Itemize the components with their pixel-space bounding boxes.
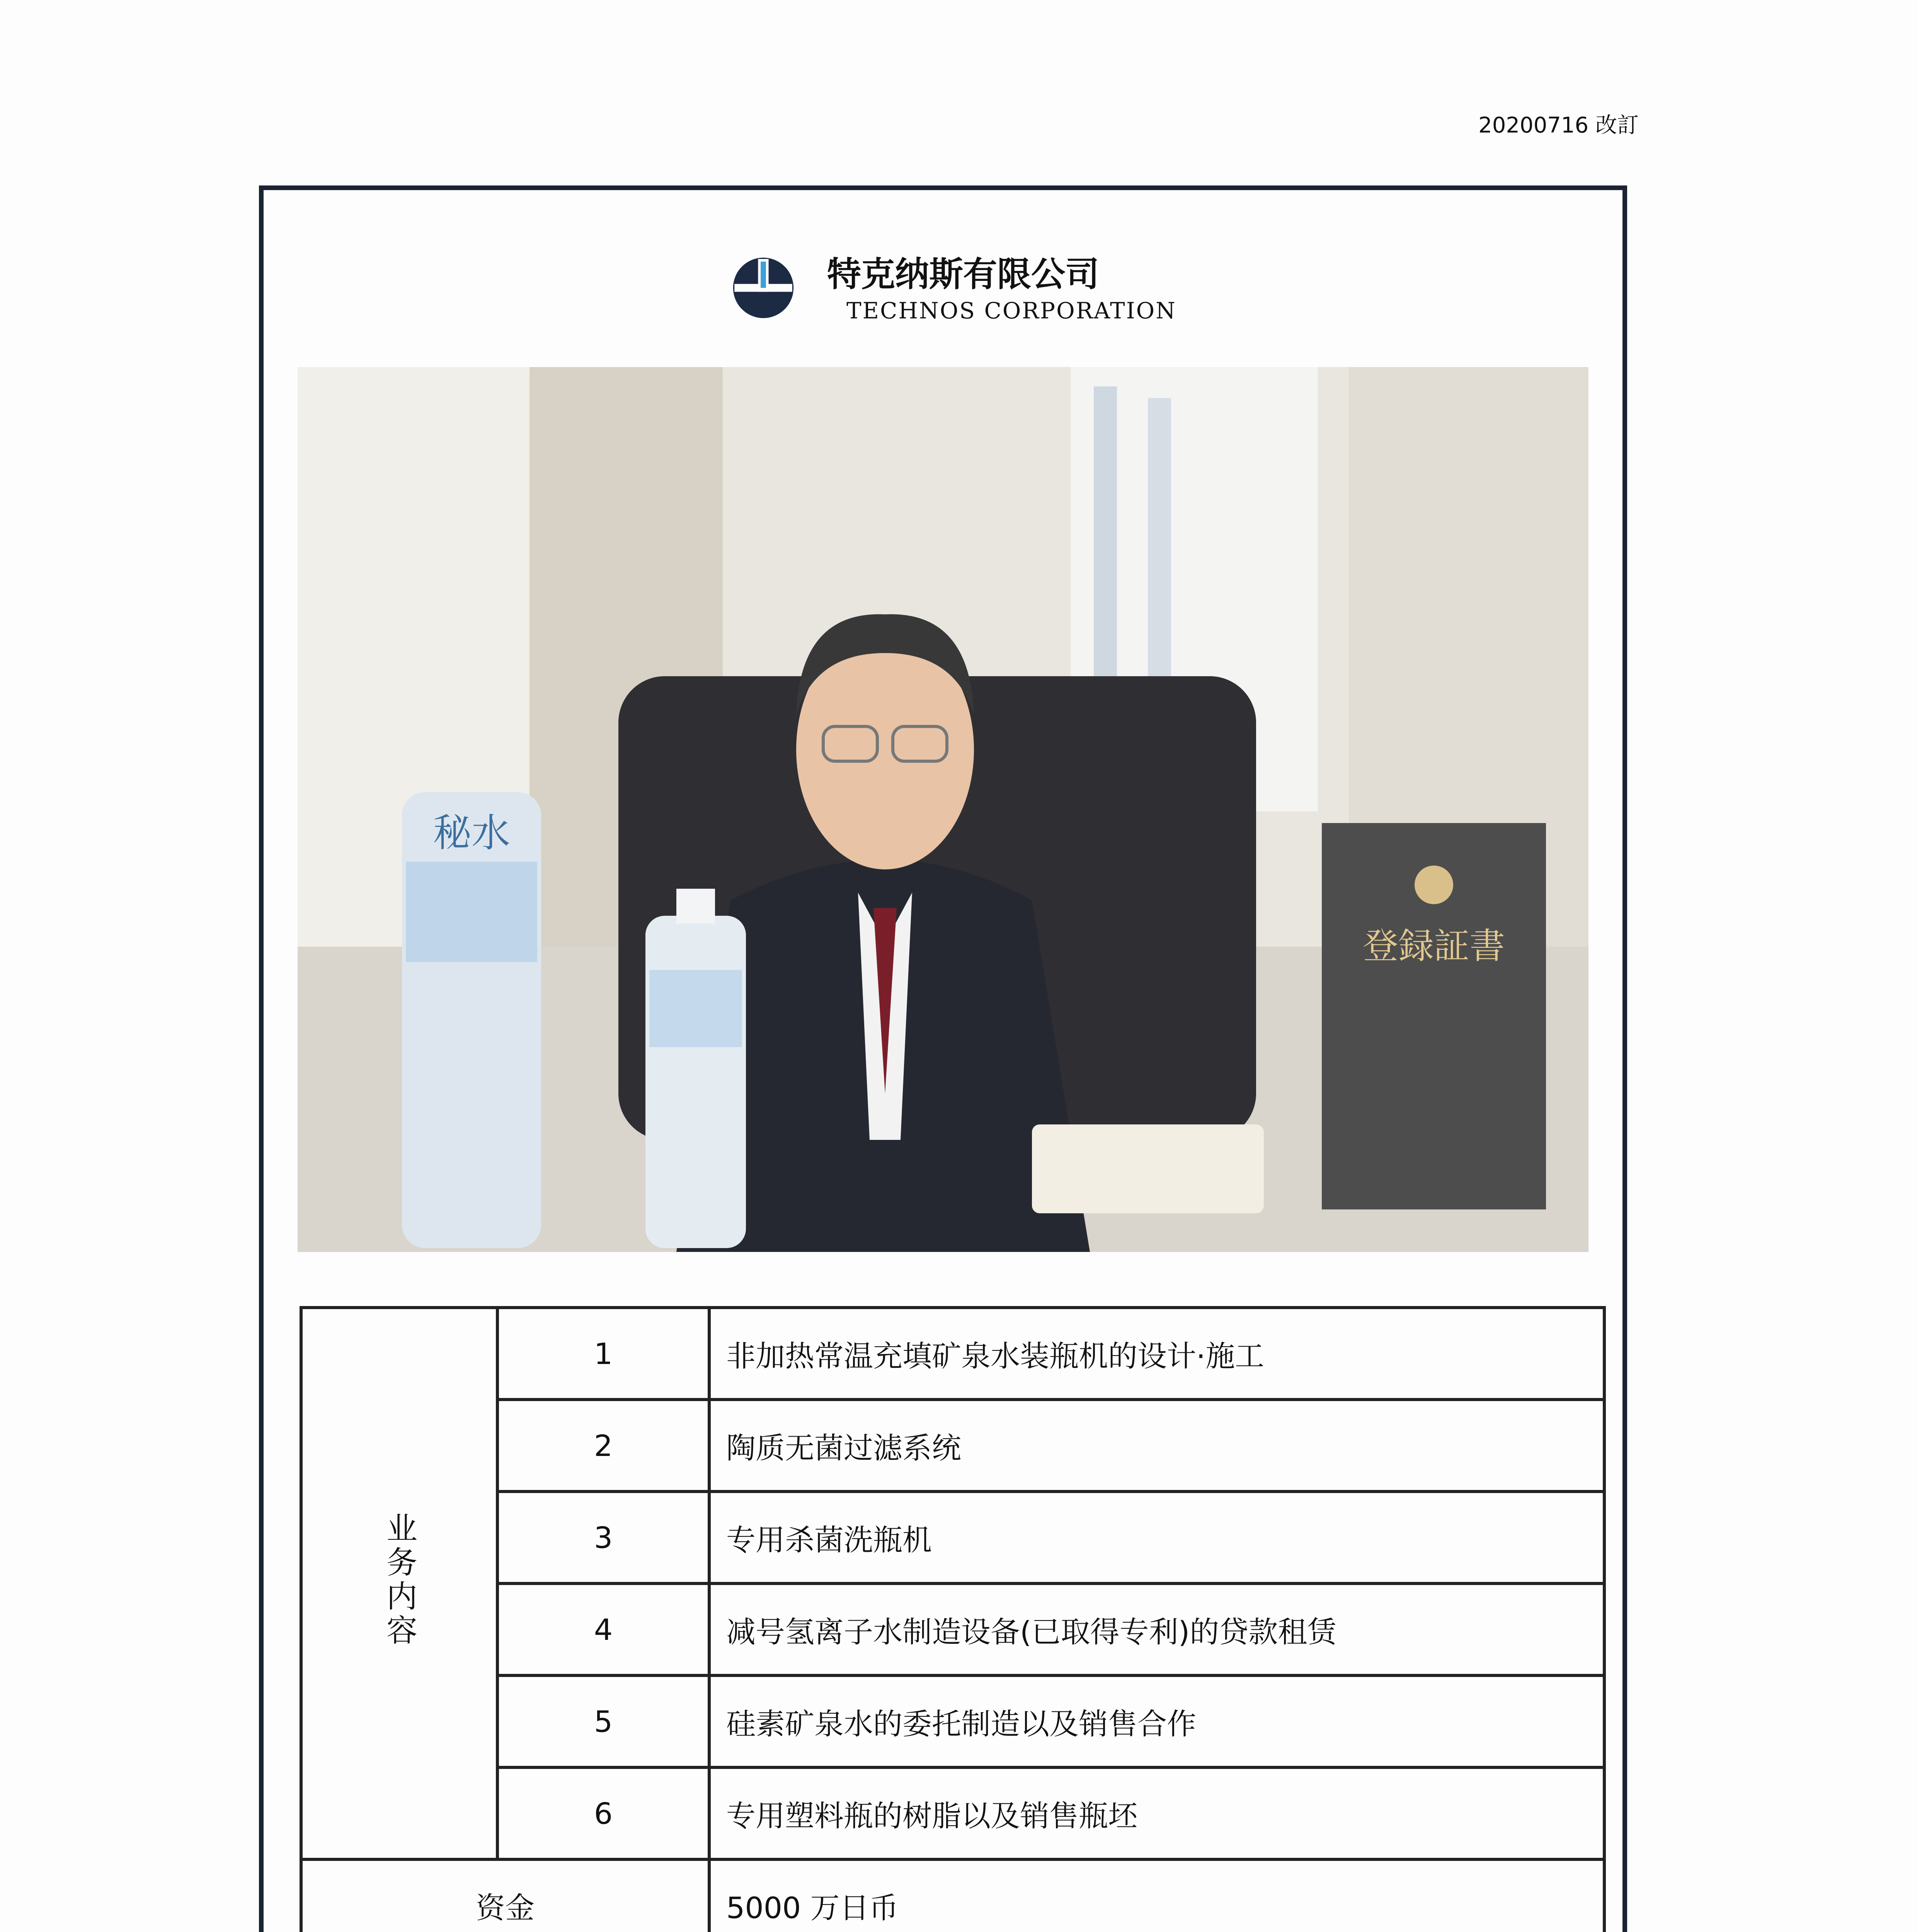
item-text: 专用塑料瓶的树脂以及销售瓶坯 — [709, 1767, 1604, 1859]
item-number: 5 — [497, 1675, 709, 1767]
company-name-en: TECHNOS CORPORATION — [846, 298, 1176, 324]
president-office-image — [298, 367, 1588, 1252]
item-number: 6 — [497, 1767, 709, 1859]
item-number: 2 — [497, 1400, 709, 1492]
table-row — [301, 1859, 1604, 1932]
revision-date: 20200716 改訂 — [1478, 113, 1639, 138]
business-category-cell — [301, 1308, 497, 1859]
table-row — [301, 1308, 1604, 1400]
company-name-cn: 特克纳斯有限公司 — [827, 254, 1100, 294]
item-number: 4 — [497, 1583, 709, 1675]
capital-value: 5000 万日币 — [709, 1859, 1604, 1932]
business-table — [300, 1306, 1606, 1932]
company-header — [730, 247, 1176, 348]
item-number: 3 — [497, 1492, 709, 1583]
item-text: 非加热常温充填矿泉水装瓶机的设计·施工 — [709, 1308, 1604, 1400]
technos-logo-icon — [730, 255, 796, 321]
item-text: 专用杀菌洗瓶机 — [709, 1492, 1604, 1583]
item-text: 陶质无菌过滤系统 — [709, 1400, 1604, 1492]
item-text: 硅素矿泉水的委托制造以及销售合作 — [709, 1675, 1604, 1767]
certificate-text: 登録証書 — [1362, 925, 1505, 967]
item-text: 减号氢离子水制造设备(已取得专利)的贷款租赁 — [709, 1583, 1604, 1675]
capital-label: 资金 — [301, 1859, 709, 1932]
item-number: 1 — [497, 1308, 709, 1400]
president-photo — [298, 367, 1588, 1252]
bottle-label: 秘水 — [433, 810, 510, 855]
business-category-label: 业务内容 — [381, 1512, 417, 1648]
